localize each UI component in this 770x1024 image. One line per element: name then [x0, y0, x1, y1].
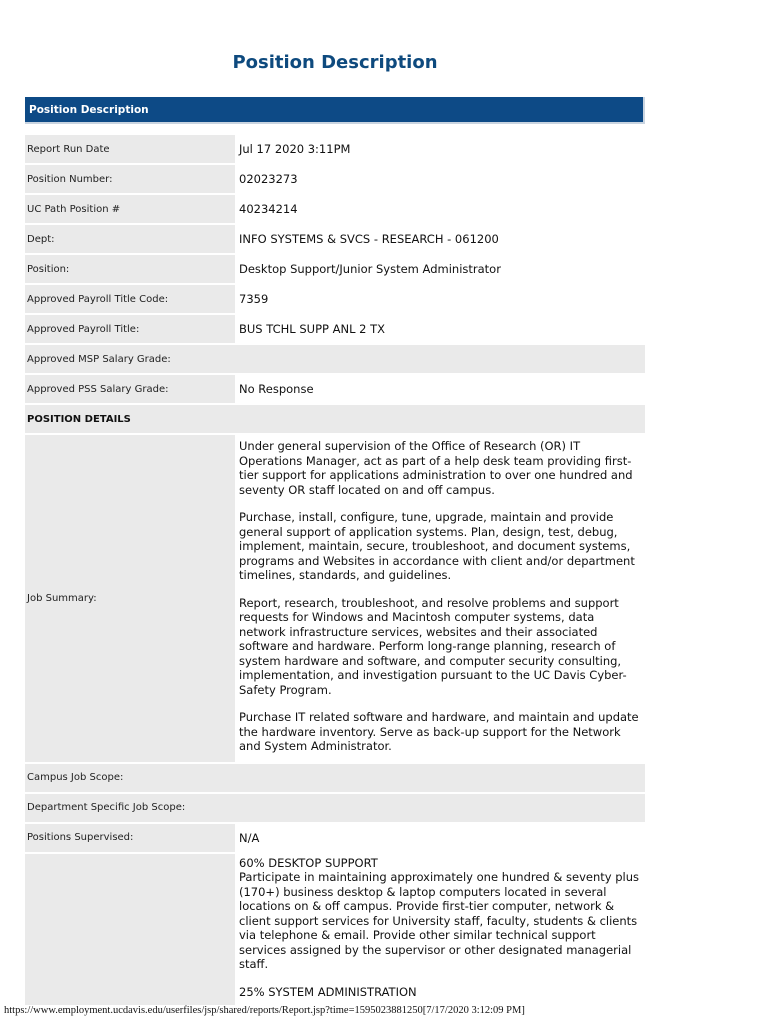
position-value: Desktop Support/Junior System Administrator — [235, 255, 645, 283]
payroll-title-code-value: 7359 — [235, 285, 645, 313]
table-row — [25, 824, 645, 852]
table-row — [25, 794, 645, 822]
pss-salary-grade-label: Approved PSS Salary Grade: — [25, 375, 235, 403]
page-title: Position Description — [232, 52, 438, 73]
department-job-scope-label: Department Specific Job Scope: — [25, 794, 235, 822]
table-row — [25, 135, 645, 163]
table-row — [25, 165, 645, 193]
report-run-date-label: Report Run Date — [25, 135, 235, 163]
table-row — [25, 285, 645, 313]
table-row — [25, 764, 645, 792]
campus-job-scope-label: Campus Job Scope: — [25, 764, 235, 792]
table-row — [25, 195, 645, 223]
dept-value: INFO SYSTEMS & SVCS - RESEARCH - 061200 — [235, 225, 645, 253]
job-summary-value — [235, 435, 645, 762]
duty-paragraph: 25% SYSTEM ADMINISTRATION — [239, 984, 417, 999]
payroll-title-value: BUS TCHL SUPP ANL 2 TX — [235, 315, 645, 343]
campus-job-scope-value — [235, 764, 645, 792]
job-summary-paragraph: Purchase IT related software and hardware, and maintain and update the hardware inventory. Serve as back-up support for the Network and System Administrator. — [239, 710, 639, 753]
msp-salary-grade-label: Approved MSP Salary Grade: — [25, 345, 235, 373]
position-label: Position: — [25, 255, 235, 283]
table-row — [25, 435, 645, 762]
position-info-table — [25, 133, 645, 1007]
msp-salary-grade-value — [235, 345, 645, 373]
table-row — [25, 315, 645, 343]
duty-paragraph: 60% DESKTOP SUPPORT Participate in maintaining approximately one hundred & seventy plus (170+) business desktop & laptop computers located in several locations on & off campus. Provide first-tier computer, network & client support services for University staff, faculty, students & clients via telephone & email. Provide other similar technical support services assigned by the supervisor or other designated managerial staff. — [239, 855, 639, 971]
duties-value — [235, 854, 645, 1006]
position-number-label: Position Number: — [25, 165, 235, 193]
page-url-footer: https://www.employment.ucdavis.edu/userfiles/jsp/shared/reports/Report.jsp?time=1595023881250[7/17/2020 3:12:09 PM] — [4, 1005, 525, 1016]
duties-label — [25, 854, 235, 1006]
pss-salary-grade-value: No Response — [235, 375, 645, 403]
position-details-spacer — [235, 405, 645, 433]
payroll-title-code-label: Approved Payroll Title Code: — [25, 285, 235, 313]
table-row — [25, 345, 645, 373]
position-number-value: 02023273 — [235, 165, 645, 193]
table-row — [25, 854, 645, 1006]
positions-supervised-label: Positions Supervised: — [25, 824, 235, 852]
job-summary-paragraph: Report, research, troubleshoot, and resolve problems and support requests for Windows and Macintosh computer systems, data network infrastructure services, websites and their associated software and hardware. Perform long-range planning, research of system hardware and software, and computer security consulting, implementation, and investigation pursuant to the UC Davis Cyber-Safety Program. — [239, 595, 627, 697]
payroll-title-label: Approved Payroll Title: — [25, 315, 235, 343]
section-header-bar: Position Description — [25, 97, 645, 124]
table-row — [25, 405, 645, 433]
table-row — [25, 375, 645, 403]
job-summary-paragraph: Under general supervision of the Office of Research (OR) IT Operations Manager, act as part of a help desk team providing first-tier support for applications administration to over one hundred and seventy OR staff located on and off campus. — [239, 439, 633, 497]
job-summary-paragraph: Purchase, install, configure, tune, upgrade, maintain and provide general support of application systems. Plan, design, test, debug, implement, maintain, secure, troubleshoot, and document systems, programs and Websites in accordance with client and/or department timelines, standards, and guidelines. — [239, 510, 635, 582]
table-row — [25, 225, 645, 253]
table-row — [25, 255, 645, 283]
uc-path-position-label: UC Path Position # — [25, 195, 235, 223]
position-details-heading: POSITION DETAILS — [25, 405, 235, 433]
department-job-scope-value — [235, 794, 645, 822]
report-run-date-value: Jul 17 2020 3:11PM — [235, 135, 645, 163]
uc-path-position-value: 40234214 — [235, 195, 645, 223]
dept-label: Dept: — [25, 225, 235, 253]
positions-supervised-value: N/A — [235, 824, 645, 852]
job-summary-label: Job Summary: — [25, 435, 235, 762]
